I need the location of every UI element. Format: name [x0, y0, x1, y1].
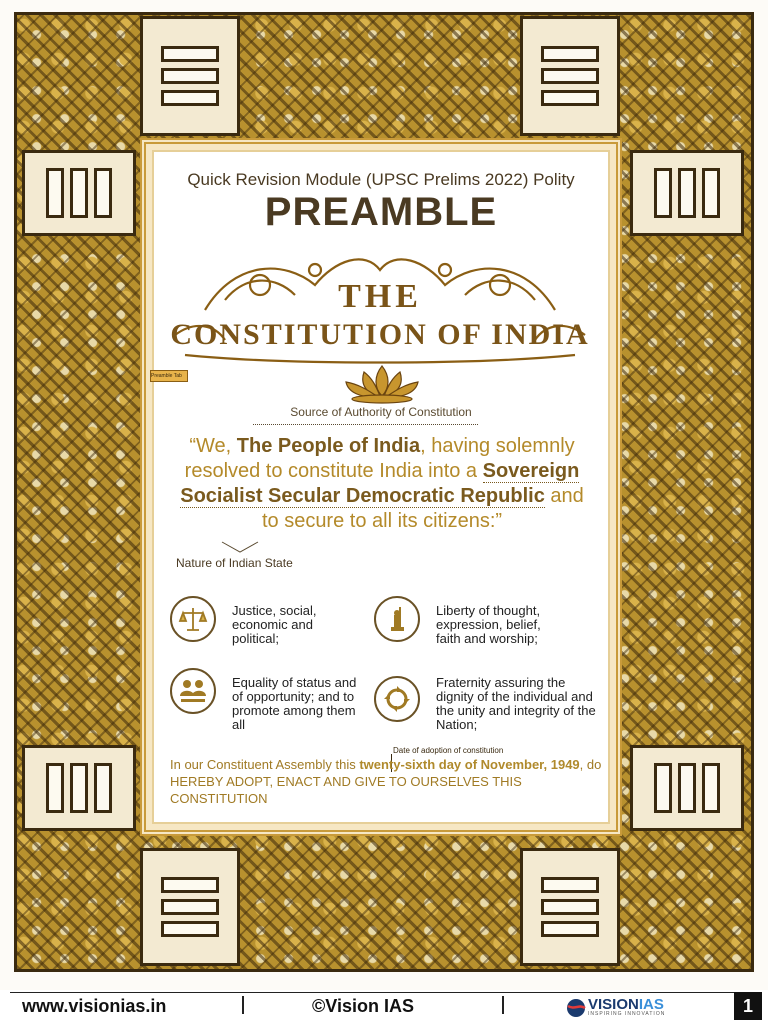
vision-ias-logo — [566, 996, 716, 1020]
border-tile — [140, 848, 240, 966]
border-tile — [520, 848, 620, 966]
page-number: 1 — [734, 992, 762, 1020]
logo-brand-ias: IAS — [638, 996, 664, 1013]
quote-part: “We, — [189, 435, 237, 457]
footer-website-link[interactable]: www.visionias.in — [22, 996, 167, 1016]
quote-part: , having solemnly resolved to constitute India into a — [184, 435, 575, 482]
footer-copyright: ©Vision IAS — [312, 996, 414, 1016]
nature-annotation: Nature of Indian State — [176, 556, 293, 570]
people-of-india: The People of India — [236, 435, 421, 457]
page-title: PREAMBLE — [264, 190, 498, 234]
right-text: Equality of status and of opportunity; and to promote among them all — [232, 675, 357, 732]
emblem-the: THE — [338, 278, 422, 315]
border-tile — [22, 150, 136, 236]
adoption-annotation: Date of adoption of constitution — [393, 746, 504, 755]
quote-part: and to secure to all its citizens:” — [261, 485, 584, 532]
border-tile — [630, 745, 744, 831]
preamble-quote — [172, 434, 592, 534]
right-text: Justice, social, economic and political; — [232, 603, 317, 646]
source-divider — [253, 424, 478, 425]
nature-pointer — [220, 540, 260, 554]
emblem-lettering — [170, 278, 590, 352]
right-text: Liberty of thought, expression, belief, faith and worship; — [436, 603, 541, 646]
side-tag: Preamble Tab — [150, 370, 188, 382]
source-annotation: Source of Authority of Constitution — [290, 405, 472, 419]
assembly-statement — [170, 756, 610, 807]
module-title: Quick Revision Module (UPSC Prelims 2022) Polity — [187, 170, 575, 189]
liberty-statue-icon — [374, 596, 420, 642]
assembly-part: , do HEREBY ADOPT, ENACT AND GIVE TO OURSELVES THIS CONSTITUTION — [170, 757, 602, 806]
scales-icon — [170, 596, 216, 642]
assembly-part: In our Constituent Assembly this — [170, 757, 360, 772]
people-equality-icon — [170, 668, 216, 714]
logo-brand-vision: VISION — [588, 996, 639, 1013]
nature-of-state: Sovereign Socialist Secular Democratic Republic — [180, 460, 580, 507]
border-tile — [630, 150, 744, 236]
globe-icon — [566, 998, 586, 1018]
footer-separator — [502, 996, 504, 1014]
footer-separator — [242, 996, 244, 1014]
lotus-icon — [334, 362, 430, 404]
border-tile — [520, 16, 620, 136]
logo-tagline: INSPIRING INNOVATION — [588, 1011, 666, 1017]
emblem-constitution-of-india: CONSTITUTION OF INDIA — [170, 318, 590, 351]
border-tile — [22, 745, 136, 831]
right-text: Fraternity assuring the dignity of the individual and the unity and integrity of the Nation; — [436, 675, 596, 732]
border-tile — [140, 16, 240, 136]
footer-divider — [10, 992, 738, 993]
fraternity-circle-icon — [374, 676, 420, 722]
adoption-date: twenty-sixth day of November, 1949 — [359, 757, 580, 772]
